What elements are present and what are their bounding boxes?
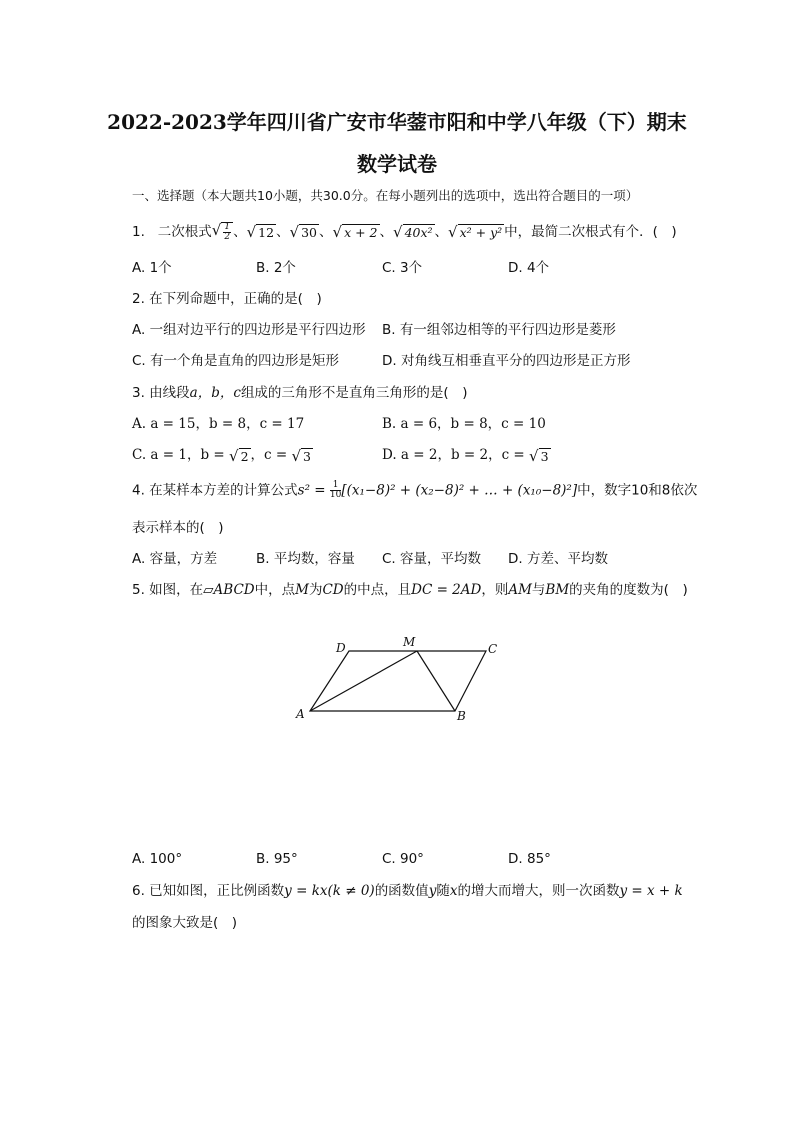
q2-option-a: A. 一组对边平行的四边形是平行四边形: [132, 322, 366, 338]
radical-x2-y2: √ x² + y²: [448, 223, 503, 241]
q5-option-b: B. 95°: [256, 851, 298, 867]
q3-option-d: D. a = 2，b = 2，c = √ 3: [382, 446, 549, 465]
label-a: A: [296, 707, 305, 721]
q4-option-c: C. 容量，平均数: [382, 551, 482, 567]
q2-option-c: C. 有一个角是直角的四边形是矩形: [132, 353, 340, 369]
question-2-stem: 2. 在下列命题中，正确的是( ): [132, 291, 322, 307]
q1-tail: 中，最简二次根式有个．( ): [504, 224, 677, 240]
label-d: D: [336, 641, 346, 655]
question-5-stem: 5. 如图，在▱ABCD中，点M为CD的中点，且DC = 2AD，则AM与BM的夹角的度数为( ): [132, 582, 688, 598]
q4-option-b: B. 平均数，容量: [256, 551, 355, 567]
q1-option-d: D. 4个: [508, 260, 550, 276]
q3-vars: a，b，c: [189, 385, 241, 401]
q5-option-d: D. 85°: [508, 851, 551, 867]
q1-number: 1.: [132, 224, 145, 240]
variance-fraction: $\frac{1}{10}$: [329, 480, 342, 500]
variance-formula-rhs: [(x₁−8)² + (x₂−8)² + … + (x₁₀−8)²]: [341, 482, 578, 499]
segment-bm: [417, 651, 455, 711]
q2-option-d: D. 对角线互相垂直平分的四边形是正方形: [382, 353, 631, 369]
radical-x-plus-2: √ x + 2: [332, 223, 378, 241]
question-6-stem: 6. 已知如图，正比例函数y = kx(k ≠ 0)的函数值y随x的增大而增大，则一次函数y = x + k: [132, 883, 683, 899]
radical-40x2: √ 40x²: [393, 223, 433, 241]
q1-text: 二次根式: [157, 224, 212, 240]
radical-12: √ 12: [246, 223, 275, 241]
q3-option-c: C. a = 1，b = √ 2 ，c = √ 3: [132, 446, 311, 465]
q1-option-b: B. 2个: [256, 260, 296, 276]
parallelogram-abcd: [310, 651, 486, 711]
question-4-line2: 表示样本的( ): [132, 520, 224, 536]
question-6-line2: 的图象大致是( ): [132, 915, 238, 931]
label-b: B: [457, 709, 466, 723]
q5-option-c: C. 90°: [382, 851, 424, 867]
q2-option-b: B. 有一组邻边相等的平行四边形是菱形: [382, 322, 616, 338]
paper-title-line2: 数学试卷: [357, 152, 437, 176]
variance-formula-lhs: s² =: [297, 482, 330, 499]
question-3-stem: 3. 由线段a，b，c组成的三角形不是直角三角形的是( ): [132, 385, 468, 401]
q4-option-d: D. 方差、平均数: [508, 551, 608, 567]
label-m: M: [403, 635, 416, 649]
q1-option-a: A. 1个: [132, 260, 172, 276]
q1-option-c: C. 3个: [382, 260, 423, 276]
segment-am: [310, 651, 417, 711]
radical-half: √ $\frac{1}{2}$: [212, 222, 233, 242]
question-1-stem: 1. 二次根式 √ $\frac{1}{2}$ 、 √ 12 、 √ 30 、 √ x + 2 、 √ 40x² 、 √ x² + y² 中，最简二次根式有个．( ): [132, 221, 677, 242]
question-4-stem: 4. 在某样本方差的计算公式s² = $\frac{1}{10}$ [(x₁−8)² + (x₂−8)² + … + (x₁₀−8)²]中，数字10和8依次: [132, 480, 698, 500]
section-heading: 一、选择题（本大题共10小题，共30.0分。在每小题列出的选项中，选出符合题目的一项）: [132, 188, 639, 203]
q4-option-a: A. 容量，方差: [132, 551, 218, 567]
q3-option-a: A. a = 15，b = 8，c = 17: [132, 416, 305, 432]
radical-30: √ 30: [289, 223, 317, 241]
paper-title-line1: 2022-2023学年四川省广安市华蓥市阳和中学八年级（下）期末: [107, 110, 687, 134]
q3-option-b: B. a = 6，b = 8，c = 10: [382, 416, 546, 432]
label-c: C: [488, 642, 498, 656]
q5-option-a: A. 100°: [132, 851, 183, 867]
